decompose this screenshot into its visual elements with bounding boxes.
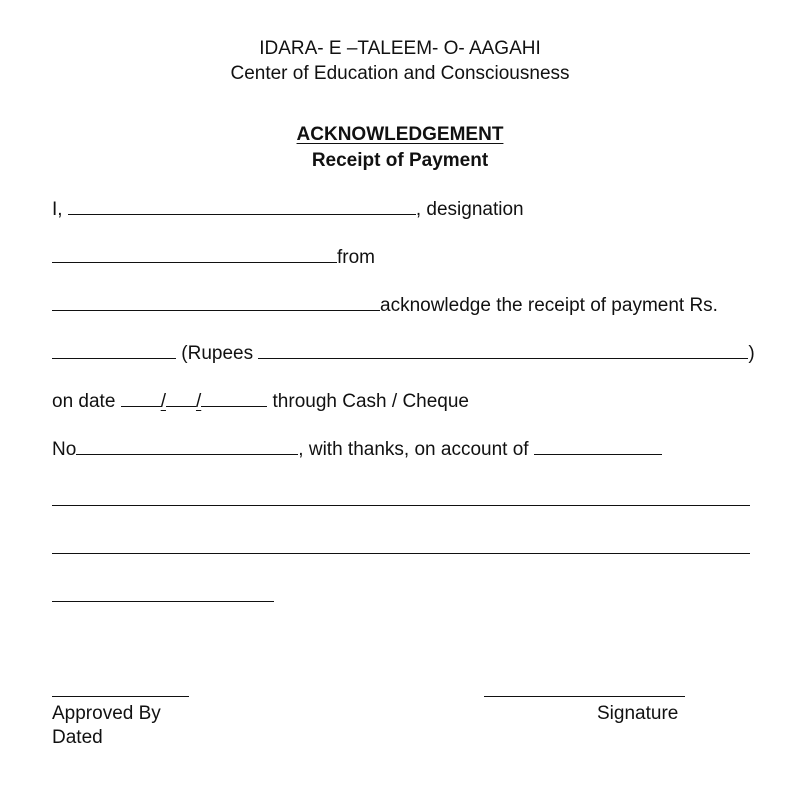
purpose-line-3[interactable] [52,601,274,602]
line5-suffix: through Cash / Cheque [267,391,469,412]
purpose-line-2[interactable] [52,553,750,554]
date-separator: / [160,391,166,412]
date-separator: / [195,391,202,412]
from-field[interactable] [52,294,380,311]
line1-prefix: I, [52,199,63,220]
line2-suffix: from [337,247,375,268]
document-title: ACKNOWLEDGEMENT [296,124,504,145]
form-line-amount [52,342,755,365]
line1-suffix: , designation [415,199,524,220]
line6-prefix: No [52,439,77,460]
signature-line[interactable] [484,696,685,697]
cheque-number-field[interactable] [76,438,298,455]
document-subtitle: Receipt of Payment [311,150,489,171]
name-field[interactable] [68,198,416,215]
date-day-field[interactable] [121,390,161,407]
form-line-cheque [52,438,662,461]
signature-label: Signature [597,703,679,724]
form-line-designation [52,246,375,269]
date-year-field[interactable] [201,390,267,407]
org-subtitle: Center of Education and Consciousness [230,63,570,84]
approved-by-label: Approved By [52,703,161,724]
approved-by-line[interactable] [52,696,189,697]
org-name: IDARA- E –TALEEM- O- AAGAHI [259,38,541,59]
amount-field[interactable] [52,342,176,359]
amount-in-words-field[interactable] [258,342,748,359]
line3-suffix: acknowledge the receipt of payment Rs. [380,295,718,316]
purpose-line-1[interactable] [52,505,750,506]
dated-label: Dated [52,727,103,748]
line5-prefix: on date [52,391,116,412]
account-of-field[interactable] [534,438,662,455]
date-month-field[interactable] [166,390,196,407]
form-line-name [52,198,524,221]
line4-middle: (Rupees [176,343,259,364]
designation-field[interactable] [52,246,337,263]
line6-middle: , with thanks, on account of [298,439,534,460]
form-line-date [52,390,469,413]
line4-end: ) [748,343,755,364]
form-line-from [52,294,718,317]
